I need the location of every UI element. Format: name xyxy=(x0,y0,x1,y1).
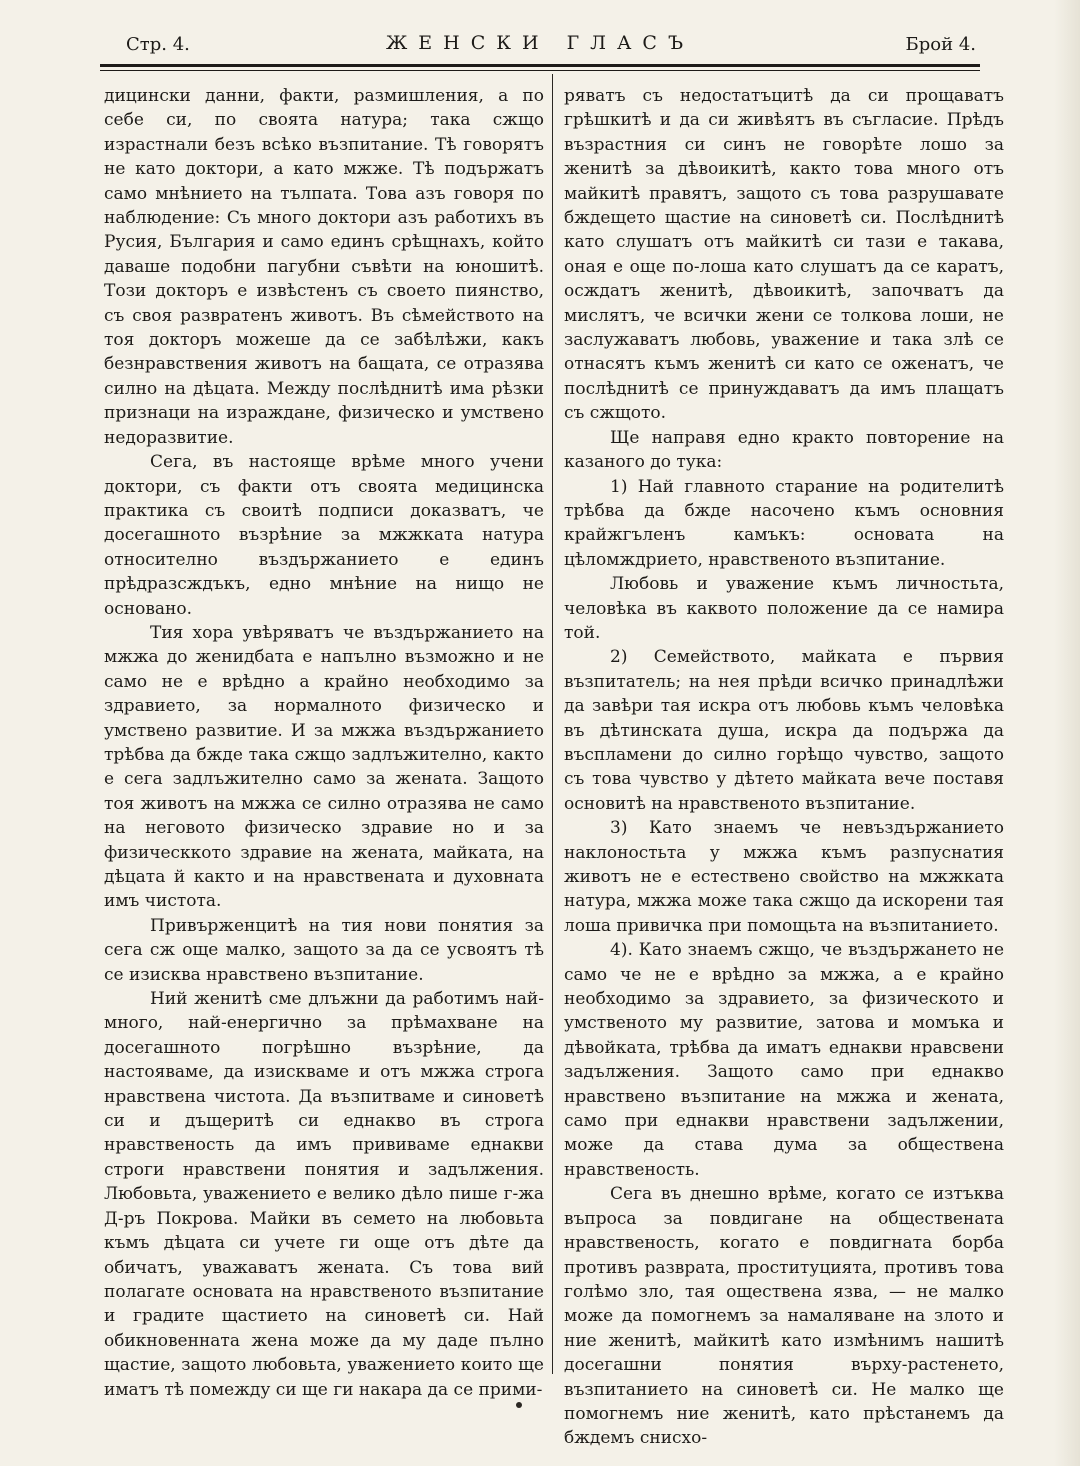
paragraph: Сега, въ настояще врѣме много учени доктори, съ факти отъ своята медицинска практика съ своитѣ подписи доказватъ, че досегашното възрѣние за мжжката натура относително въздържанието е единъ прѣдразсждъкъ, едно мнѣние на нищо не основано. xyxy=(104,452,544,619)
issue-number: Брой 4. xyxy=(905,34,976,55)
paragraph: Привърженцитѣ на тия нови понятия за сега сж още малко, защото за да се усвоятъ тѣ се изисква нравствено възпитание. xyxy=(104,915,544,985)
paragraph: Сега въ днешно врѣме, когато се изтъква въпроса за повдигане на обществената нравственость, когато е повдигната борба противъ разврата, проституцията, противъ това голѣмо зло, тая оществена язва, — не малко може да помогнемъ за намаляване на злото и ние женитѣ, майкитѣ като измѣнимъ нашитѣ досегашни понятия върху-растенето, възпитанието на синоветѣ си. Не малко ще помогнемъ ние женитѣ, като прѣстанемъ да бждемъ снисхо- xyxy=(564,1184,1004,1449)
header-rule-thin xyxy=(100,70,980,71)
newspaper-title: ЖЕНСКИ ГЛАСЪ xyxy=(385,32,695,54)
paragraph: дицински данни, факти, размишления, а по себе си, по своята натура; така сжщо израстнали безъ всѣко възпитание. Тѣ говорятъ не като доктори, а като мжже. Тѣ подържатъ само мнѣнието на тълпата. Това азъ говоря по наблюдение: Съ много доктори азъ работихъ въ Русия, България и само единъ срѣщнахъ, който даваше подобни пагубни съвѣти на юношитѣ. Този докторъ е извѣстенъ съ своето пиянство, съ своя развратенъ животъ. Въ сѣмейството на тоя докторъ можеше да се забѣлѣжи, какъ безнравствения животъ на бащата, се отразява силно на дѣцата. Между послѣднитѣ има рѣзки признаци на израждане, физическо и умствено недоразвитие. xyxy=(104,86,544,448)
header-rule-thick xyxy=(100,64,980,67)
page-number: Стр. 4. xyxy=(126,34,190,55)
left-column xyxy=(104,84,544,1402)
list-item-4: 4). Като знаемъ сжщо, че въздържането не само че не е врѣдно за мжжа, а е крайно необходимо за здравието, за физическото и умственото му развитие, затова и момъка и дѣвойката, трѣбва да иматъ еднакви нравсвени задължения. Защото само при еднакво нравствено възпитание на мжжа и жената, само при еднакви нравствени задължении, може да става дума за обществена нравственость. xyxy=(564,940,1004,1180)
paragraph: Любовь и уважение къмъ личностьта, человѣка въ каквото положение да се намира той. xyxy=(564,574,1004,643)
list-item-1: 1) Най главното старание на родителитѣ трѣбва да бжде насочено къмъ основния крайжгъленъ камъкъ: основата на цѣломждрието, нравственото възпитание. xyxy=(564,476,1004,570)
paragraph: Тия хора увѣряватъ че въздържанието на мжжа до женидбата е напълно възможно и не само не е врѣдно а крайно необходимо за здравието, за нормалното физическо и умствено развитие. И за мжжа въздържанието трѣбва да бжде така сжщо задлъжително, както е сега задлъжително само за жената. Защото тоя животъ на мжжа се силно отразява не само на неговото физическо здравие но и за физическкото здравие на жената, майката, на дѣцата й както и на нравствената и духовната имъ чистота. xyxy=(104,622,544,912)
right-column xyxy=(564,84,1004,1451)
ink-dot xyxy=(516,1402,522,1408)
paragraph: Ний женитѣ сме длъжни да работимъ най-много, най-енергично за прѣмахване на досегашното погрѣшно възрѣние, да настояваме, да изискваме и отъ мжжа строга нравствена чистота. Да възпитваме и синоветѣ си и дъщеритѣ си еднакво въ строга нравственость да имъ прививаме еднакви строги нравствени понятия и задължения. Любовьта, уважението е велико дѣло пише г-жа Д-ръ Покрова. Майки въ семето на любовьта къмъ дѣцата си учете ги още отъ дѣте да обичатъ, уважаватъ жената. Съ това вий полагате основата на нравственото възпитание и градите щастието на синоветѣ си. Най обикновенната жена може да му даде пълно щастие, защото любовьта, уважението които ще иматъ тѣ помежду си ще ги накара да се прими- xyxy=(104,989,544,1400)
list-item-3: 3) Като знаемъ че невъздържанието наклоностьта у мжжа къмъ разпуснатия животъ не е естествено свойство на мжжката натура, мжжа може така сжщо да искорени тая лоша привичка при помощьта на възпитанието. xyxy=(564,818,1004,936)
paragraph: ряватъ съ недостатъцитѣ да си прощаватъ грѣшкитѣ и да си живѣятъ въ съгласие. Прѣдъ възрастния си синъ не говорѣте лошо за женитѣ за дѣвоикитѣ, както това много отъ майкитѣ правятъ, защото съ това разрушавате бждещето щастие на синоветѣ си. Послѣднитѣ като слушатъ отъ майкитѣ си тази е такава, оная е още по-лоша като слушатъ да се каратъ, осждатъ женитѣ, дѣвоикитѣ, започватъ да мислятъ, че всички жени се толкова лоши, не заслужаватъ любовь, уважение и така злѣ се отнасятъ къмъ женитѣ си като се оженатъ, че послѣднитѣ се принуждаватъ да имъ плащатъ съ сжщото. xyxy=(564,86,1004,424)
page-header xyxy=(100,28,980,64)
list-item-2: 2) Семейството, майката е първия възпитатель; на нея прѣди всичко принадлѣжи да завѣри тая искра отъ любовь къмъ человѣка въ дѣтинската душа, искра да подържа да въспламени до силно горѣщо чувство, защото съ това чувство у дѣтето майката вече поставя основитѣ на нравственото възпитание. xyxy=(564,647,1004,814)
column-divider xyxy=(552,74,553,1374)
paragraph: Ще направя едно кракто повторение на казаного до тука: xyxy=(564,427,1004,473)
